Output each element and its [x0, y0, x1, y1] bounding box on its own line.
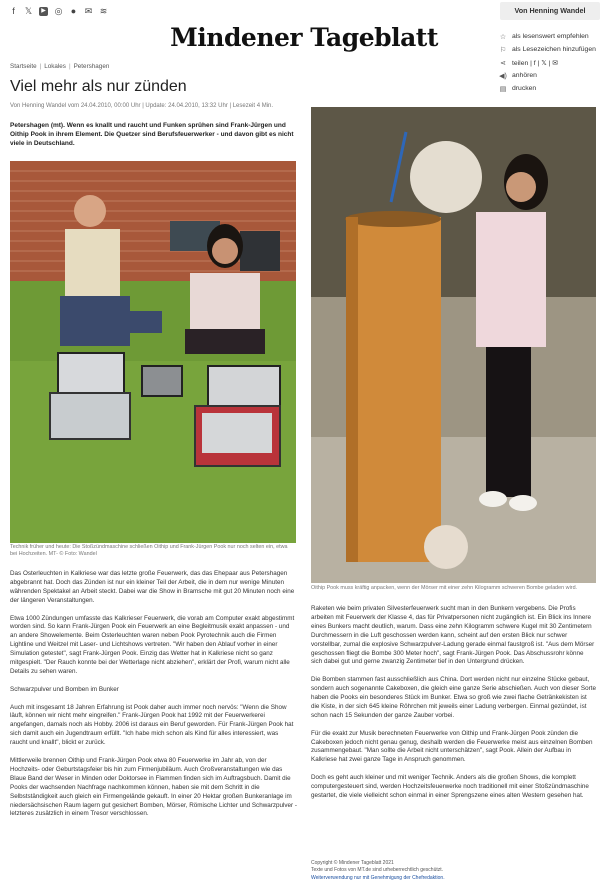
breadcrumb: Startseite | Lokales | Petershagen — [10, 63, 110, 70]
action-share[interactable]: ⋖ teilen | f | 𝕏 | ✉ — [498, 56, 596, 69]
article-body-left — [10, 570, 297, 828]
instagram-icon[interactable]: ◎ — [54, 6, 63, 16]
paragraph: Die Bomben stammen fast ausschließlich aus China. Dort werden nicht nur einzelne Stücke gebaut, sondern auch sogenannte Cakeboxen, die gleich eine ganze Serie abschießen. Auch von dieser Sorte haben die Pooks ein besonderes Stück im Bunker. Etwa so groß wie zwei flache Getränkekisten ist die Kiste, in der sich 645 kleine Röhrchen mit jeweils einer Ladung verbergen. Einmal gezündet, ist schon nach 15 Sekunden der ganze Zauber vorbei. — [311, 676, 596, 719]
facebook-icon[interactable]: f — [12, 6, 15, 16]
article-footer — [311, 860, 596, 882]
photo-caption-1: Technik früher und heute: Die Stoßzündmaschine schließen Oithip und Frank-Jürgen Pook nur noch selten ein, etwa bei Hochzeiten. MT- © Foto: Wandel — [10, 544, 288, 557]
paragraph: Etwa 1000 Zündungen umfasste das Kalkrieser Feuerwerk, die vorab am Computer exakt abgestimmt worden sind. So kann Frank-Jürgen Pook ein Feuerwerk an eine Begleitmusik exakt anpassen - und an andere Showelemente. Beim Osterleuchten waren neben Pook Pyrotechnik auch die Firmen Lightline und Weitzel mit Laser- und Lichtshows vertreten. "Wir haben den Ablauf vorher in einer Simulation getestet", sagt Frank-Jürgen Pook. Einzig das Wetter hat in Kalkriese nicht so ganz mitgespielt. "Der Rauch konnte bei der Wetterlage nicht abziehen", erklärt der Profi, warum nicht alle Details zu sehen waren. — [10, 614, 295, 675]
audio-icon: ◀) — [499, 72, 507, 80]
article-actions — [498, 30, 596, 95]
paragraph: Raketen wie beim privaten Silvesterfeuerwerk sucht man in den Bunkern vergebens. Die Profis arbeiten mit Feuerwerk der Klasse 4, das für Privatpersonen nicht zugänglich ist. Ein Blick ins Innere eines Bunkers macht deutlich, warum. Dass eine zehn Kilogramm schwere Kugel mit 30 Zentimetern Durchmessern in die Luft geschossen werden kann, scheint auf den ersten Blick nur schwer vorstellbar, zumal die explosive Schwarzpulver-Ladung gerade einmal faustgroß ist. "Aus dem Mörser geschossen fliegt die Bombe 300 Meter hoch", sagt Frank-Jürgen Pook. Das Abschussrohr könne sich dabei gut und gerne zwanzig Zentimeter tief in den Untergrund drücken. — [311, 605, 595, 666]
bookmark-icon: ⚐ — [499, 46, 507, 54]
paragraph: Mittlerweile brennen Oithip und Frank-Jürgen Pook etwa 80 Feuerwerke im Jahr ab, von der Hochzeits- oder Geburtstagsfeier bis hin zum Firmenjubiläum. Auch Großveranstaltungen wie das Blaue Band der Weser in Minden oder Doktorsee in Flammen finden sich im Auftragsbuch. Damit die Pooks der wachsenden Nachfrage nachkommen können, haben sie mit dem Schritt in die Selbstständigkeit auch gleich ein Firmengelände gekauft. In einer 20 Hektar großen Bunkeranlage im niedersächsischen Raum lagern gut gesichert Bomben, Mörser, Römische Lichter und Schwarzpulver - letzteres zusätzlich in einem Tresor verschlossen. — [10, 756, 297, 818]
rights-notice: Texte und Fotos von MT.de sind urheberrechtlich geschützt. — [311, 867, 444, 874]
youtube-icon[interactable]: ▶ — [39, 7, 48, 16]
subheading: Schwarzpulver und Bomben im Bunker — [10, 685, 119, 693]
copyright: Copyright © Mindener Tageblatt 2021 — [311, 860, 394, 866]
chat-icon[interactable]: ● — [70, 6, 77, 16]
paragraph: Das Osterleuchten in Kalkriese war das letzte große Feuerwerk, das das Ehepaar aus Petershagen abgebrannt hat. Doch das Zünden ist nur ein kleiner Teil der Arbeit, die in dem nur wenige Minuten währenden Spektakel an Arbeit steckt. Dabei war die Show in Bramsche mit gut 20 Minuten noch eine der längeren Veranstaltungen. — [10, 570, 295, 604]
print-icon: ▤ — [499, 85, 507, 93]
breadcrumb-lokales[interactable]: Lokales — [44, 63, 66, 70]
article-photo-couple — [10, 161, 296, 543]
paragraph: Für die exakt zur Musik berechneten Feuerwerke von Oithip und Frank-Jürgen Pook zünden die Cakeboxen jedoch nicht genau genug, deshalb werden die Feuerwerke meist aus einzelnen Bomben zusammengebaut. "Man sollte die Arbeit nicht unterschätzen", sagt Pook. Allein der Aufbau in Kalkriese hat zwei ganze Tage in Anspruch genommen. — [311, 729, 593, 764]
share-icon: ⋖ — [500, 59, 506, 67]
paragraph: Doch es geht auch kleiner und mit weniger Technik. Anders als die großen Shows, die komplett computergesteuert sind, werden Hochzeitsfeuerwerke noch traditionell mit einer Stoßzündmaschine gestartet, die viele vielleicht schon einmal in einer Sprengszene eines alten Western gesehen hat. — [311, 774, 589, 799]
article-meta: Von Henning Wandel vom 24.04.2010, 00:00 Uhr | Update: 24.04.2010, 13:32 Uhr | Lesezeit 4 Min. — [10, 103, 274, 109]
article-body-right — [311, 605, 596, 810]
article-photo-mortar — [311, 107, 596, 583]
paragraph: Auch mit insgesamt 18 Jahren Erfahrung ist Pook daher auch immer noch nervös: "Wenn die Show läuft, können wir nicht mehr eingreifen." Frank-Jürgen Pook hat 1992 mit der Feuerwerkerei angefangen, damals noch als Hobby. 2006 ist daraus ein Beruf geworden. Für Frank-Jürgen Pook hat sich damit auch ein Jugendtraum erfüllt. "Ich habe mich schon als Kind für alles interessiert, was raucht und knallt", blickt er zurück. — [10, 703, 294, 747]
reuse-link[interactable]: Weiterverwendung nur mit Genehmigung der Chefredaktion. — [311, 874, 445, 881]
twitter-icon[interactable]: 𝕏 — [24, 6, 33, 16]
article-lead: Petershagen (mt). Wenn es knallt und raucht und Funken sprühen sind Frank-Jürgen und Oithip Pook in ihrem Element. Die Quetzer sind Berufsfeuerwerker - und davon gibt es nicht viele in Deutschland. — [10, 122, 294, 148]
action-recommend[interactable]: ☆ als lesenswert empfehlen — [499, 33, 589, 41]
social-links — [9, 7, 108, 16]
mail-icon[interactable]: ✉ — [84, 6, 93, 16]
action-bookmark[interactable]: ⚐ als Lesezeichen hinzufügen — [499, 46, 596, 54]
masthead-logo[interactable]: Mindener Tageblatt — [170, 23, 438, 52]
author-button[interactable]: Von Henning Wandel — [500, 2, 600, 20]
star-icon: ☆ — [499, 33, 507, 41]
photo-caption-2: Oithip Pook muss kräftig anpacken, wenn der Mörser mit einer zehn Kilogramm schweren Bombe geladen wird. — [311, 585, 578, 591]
breadcrumb-home[interactable]: Startseite — [10, 63, 37, 70]
article-title: Viel mehr als nur zünden — [10, 78, 187, 95]
rss-icon[interactable]: ≋ — [99, 6, 108, 16]
breadcrumb-petershagen[interactable]: Petershagen — [73, 63, 110, 70]
action-print[interactable]: ▤ drucken — [499, 85, 537, 93]
action-listen[interactable]: ◀) anhören — [499, 72, 537, 80]
